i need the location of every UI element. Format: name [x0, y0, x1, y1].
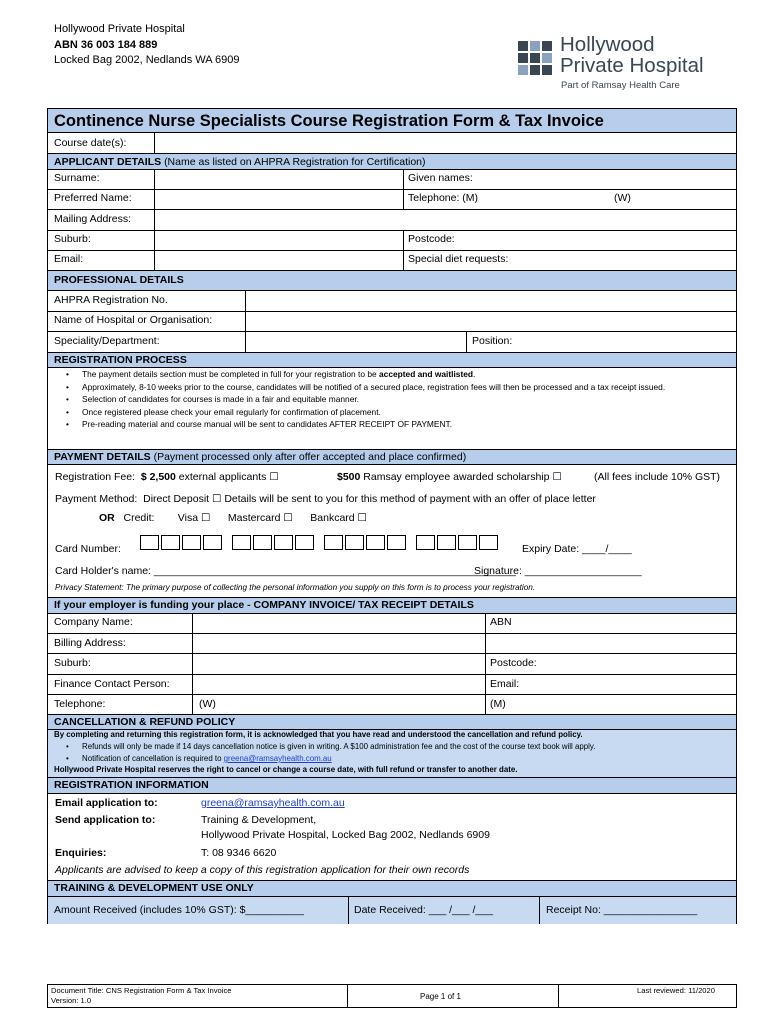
enquiries-label: Enquiries: [55, 847, 107, 859]
logo-mark-icon [518, 41, 552, 75]
company-telephone-label: Telephone: [54, 698, 106, 710]
special-diet-label: Special diet requests: [408, 253, 509, 265]
form-title: Continence Nurse Specialists Course Registration Form & Tax Invoice [48, 109, 736, 133]
hospital-org-label: Name of Hospital or Organisation: [54, 314, 213, 326]
list-item: • The payment details section must be completed in full for your registration to be accepted and waitlisted. [54, 368, 726, 381]
cancellation-email-link[interactable]: greena@ramsayhealth.com.au [223, 754, 332, 763]
postal-address: Locked Bag 2002, Nedlands WA 6909 [54, 54, 240, 66]
company-name-field[interactable] [193, 614, 484, 633]
email-field[interactable] [155, 251, 402, 270]
date-received-field[interactable]: Date Received: ___ /___ /___ [354, 904, 493, 916]
suburb-field[interactable] [155, 231, 402, 250]
receipt-number-field[interactable]: Receipt No: ________________ [546, 904, 698, 916]
postcode-label: Postcode: [408, 233, 455, 245]
card-number-label: Card Number: [55, 543, 121, 555]
course-dates-field[interactable] [155, 134, 737, 153]
payment-method-row: Payment Method: Direct Deposit ☐ Details will be sent to you for this method of payment with an offer of place letter [55, 493, 596, 505]
abn: ABN 36 003 184 889 [54, 38, 158, 51]
registration-process-list [54, 368, 726, 431]
gst-note: (All fees include 10% GST) [594, 471, 721, 483]
amount-received-field[interactable]: Amount Received (includes 10% GST): $__________ [54, 904, 304, 916]
scholarship-row: $500 Ramsay employee awarded scholarship ☐ [337, 471, 562, 483]
surname-field[interactable] [155, 170, 402, 189]
preferred-name-field[interactable] [155, 190, 402, 209]
ahpra-field[interactable] [246, 291, 737, 311]
send-application-label: Send application to: [55, 814, 156, 826]
footer-last-reviewed: Last reviewed: 11/2020 [637, 986, 715, 995]
list-item: • Approximately, 8-10 weeks prior to the course, candidates will be notified of a secured place, registration fees will then be processed and a tax receipt issued. [54, 381, 726, 394]
given-names-label: Given names: [408, 172, 473, 184]
signature-field[interactable]: Signature: ____________________ [474, 565, 642, 577]
professional-details-heading: PROFESSIONAL DETAILS [48, 271, 736, 290]
list-item: • Refunds will only be made if 14 days cancellation notice is given in writing. A $100 administration fee and the cost of the course text book will apply. [54, 741, 730, 753]
hospital-address-block [54, 22, 240, 69]
speciality-label: Speciality/Department: [54, 335, 160, 347]
company-name-label: Company Name: [54, 616, 133, 628]
email-label: Email: [54, 253, 84, 265]
billing-address-label: Billing Address: [54, 637, 126, 649]
hospital-org-field[interactable] [246, 312, 737, 331]
org-name: Hollywood Private Hospital [54, 23, 185, 35]
company-postcode-label: Postcode: [490, 657, 537, 669]
employer-funding-heading: If your employer is funding your place - COMPANY INVOICE/ TAX RECEIPT DETAILS [48, 598, 736, 613]
list-item: • Selection of candidates for courses is made in a fair and equitable manner. [54, 393, 726, 406]
send-address-line1: Training & Development, [201, 814, 317, 826]
logo-tagline: Part of Ramsay Health Care [561, 80, 680, 91]
registration-form [47, 108, 737, 924]
list-item: • Notification of cancellation is required to greena@ramsayhealth.com.au [54, 753, 730, 765]
cancellation-policy-body [48, 730, 736, 777]
position-label: Position: [472, 335, 513, 347]
preferred-name-label: Preferred Name: [54, 192, 132, 204]
suburb-label: Suburb: [54, 233, 91, 245]
send-address-line2: Hollywood Private Hospital, Locked Bag 2002, Nedlands 6909 [201, 829, 490, 841]
course-dates-label: Course date(s): [54, 137, 127, 149]
cancellation-list [54, 741, 730, 765]
billing-address-field[interactable] [193, 634, 484, 653]
expiry-date-field[interactable]: Expiry Date: ____/____ [522, 543, 632, 555]
scholarship-checkbox[interactable]: Ramsay employee awarded scholarship ☐ [363, 471, 562, 483]
cancellation-intro: By completing and returning this registration form, it is acknowledged that you have read and understood the cancellation and refund policy. [54, 730, 583, 739]
company-telephone-mobile-label: (M) [490, 698, 506, 710]
external-applicants-checkbox[interactable]: external applicants ☐ [178, 471, 279, 483]
finance-contact-label: Finance Contact Person: [54, 678, 170, 690]
list-item: • Once registered please check your email regularly for confirmation of placement. [54, 406, 726, 419]
credit-row: OR Credit: Visa ☐ Mastercard ☐ Bankcard ☐ [99, 512, 367, 524]
logo-wordmark: Hollywood Private Hospital [560, 33, 704, 77]
surname-label: Surname: [54, 172, 100, 184]
document-footer [47, 984, 737, 1008]
finance-email-label: Email: [490, 678, 520, 690]
cancellation-closing: Hollywood Private Hospital reserves the right to cancel or change a course date, with full refund or transfer to another date. [54, 765, 518, 774]
direct-deposit-checkbox[interactable]: Direct Deposit ☐ Details will be sent to you for this method of payment with an offer of place letter [143, 493, 596, 505]
card-holder-field[interactable]: Card Holder's name: ______________________________________________________________ [55, 565, 516, 577]
footer-version: Version: 1.0 [51, 996, 92, 1005]
training-use-only-heading: TRAINING & DEVELOPMENT USE ONLY [48, 881, 736, 896]
telephone-work-label: (W) [614, 192, 631, 204]
company-abn-label: ABN [490, 616, 512, 628]
visa-checkbox[interactable]: Visa ☐ [177, 512, 211, 524]
keep-copy-advice: Applicants are advised to keep a copy of this registration application for their own records [55, 864, 470, 876]
registration-information-heading: REGISTRATION INFORMATION [48, 778, 736, 793]
applicant-details-heading: APPLICANT DETAILS (Name as listed on AHPRA Registration for Certification) [48, 154, 736, 169]
registration-process-heading: REGISTRATION PROCESS [48, 353, 736, 367]
footer-doc-title: Document Title: CNS Registration Form & Tax Invoice [51, 986, 232, 995]
mailing-address-field[interactable] [155, 210, 737, 229]
privacy-statement: Privacy Statement: The primary purpose of collecting the personal information you supply on this form is to process your registration. [55, 583, 536, 592]
email-application-label: Email application to: [55, 797, 158, 809]
finance-contact-field[interactable] [193, 675, 484, 694]
registration-fee-row: Registration Fee: $ 2,500 external applicants ☐ [55, 471, 279, 483]
mailing-address-label: Mailing Address: [54, 213, 132, 225]
ahpra-label: AHPRA Registration No. [54, 294, 168, 306]
footer-page-number: Page 1 of 1 [420, 992, 461, 1001]
company-suburb-label: Suburb: [54, 657, 91, 669]
company-suburb-field[interactable] [193, 654, 484, 673]
payment-details-heading: PAYMENT DETAILS (Payment processed only after offer accepted and place confirmed) [48, 450, 736, 464]
cancellation-policy-heading: CANCELLATION & REFUND POLICY [48, 715, 736, 729]
enquiries-phone: T: 08 9346 6620 [201, 847, 277, 859]
bankcard-checkbox[interactable]: Bankcard ☐ [310, 512, 367, 524]
mastercard-checkbox[interactable]: Mastercard ☐ [227, 512, 293, 524]
card-number-boxes[interactable] [140, 535, 508, 550]
telephone-mobile-label: Telephone: (M) [408, 192, 479, 204]
application-email-link[interactable]: greena@ramsayhealth.com.au [201, 797, 345, 809]
list-item: • Pre-reading material and course manual will be sent to candidates AFTER RECEIPT OF PAYMENT. [54, 418, 726, 431]
company-telephone-work-label: (W) [199, 698, 216, 710]
hospital-logo [518, 33, 728, 98]
